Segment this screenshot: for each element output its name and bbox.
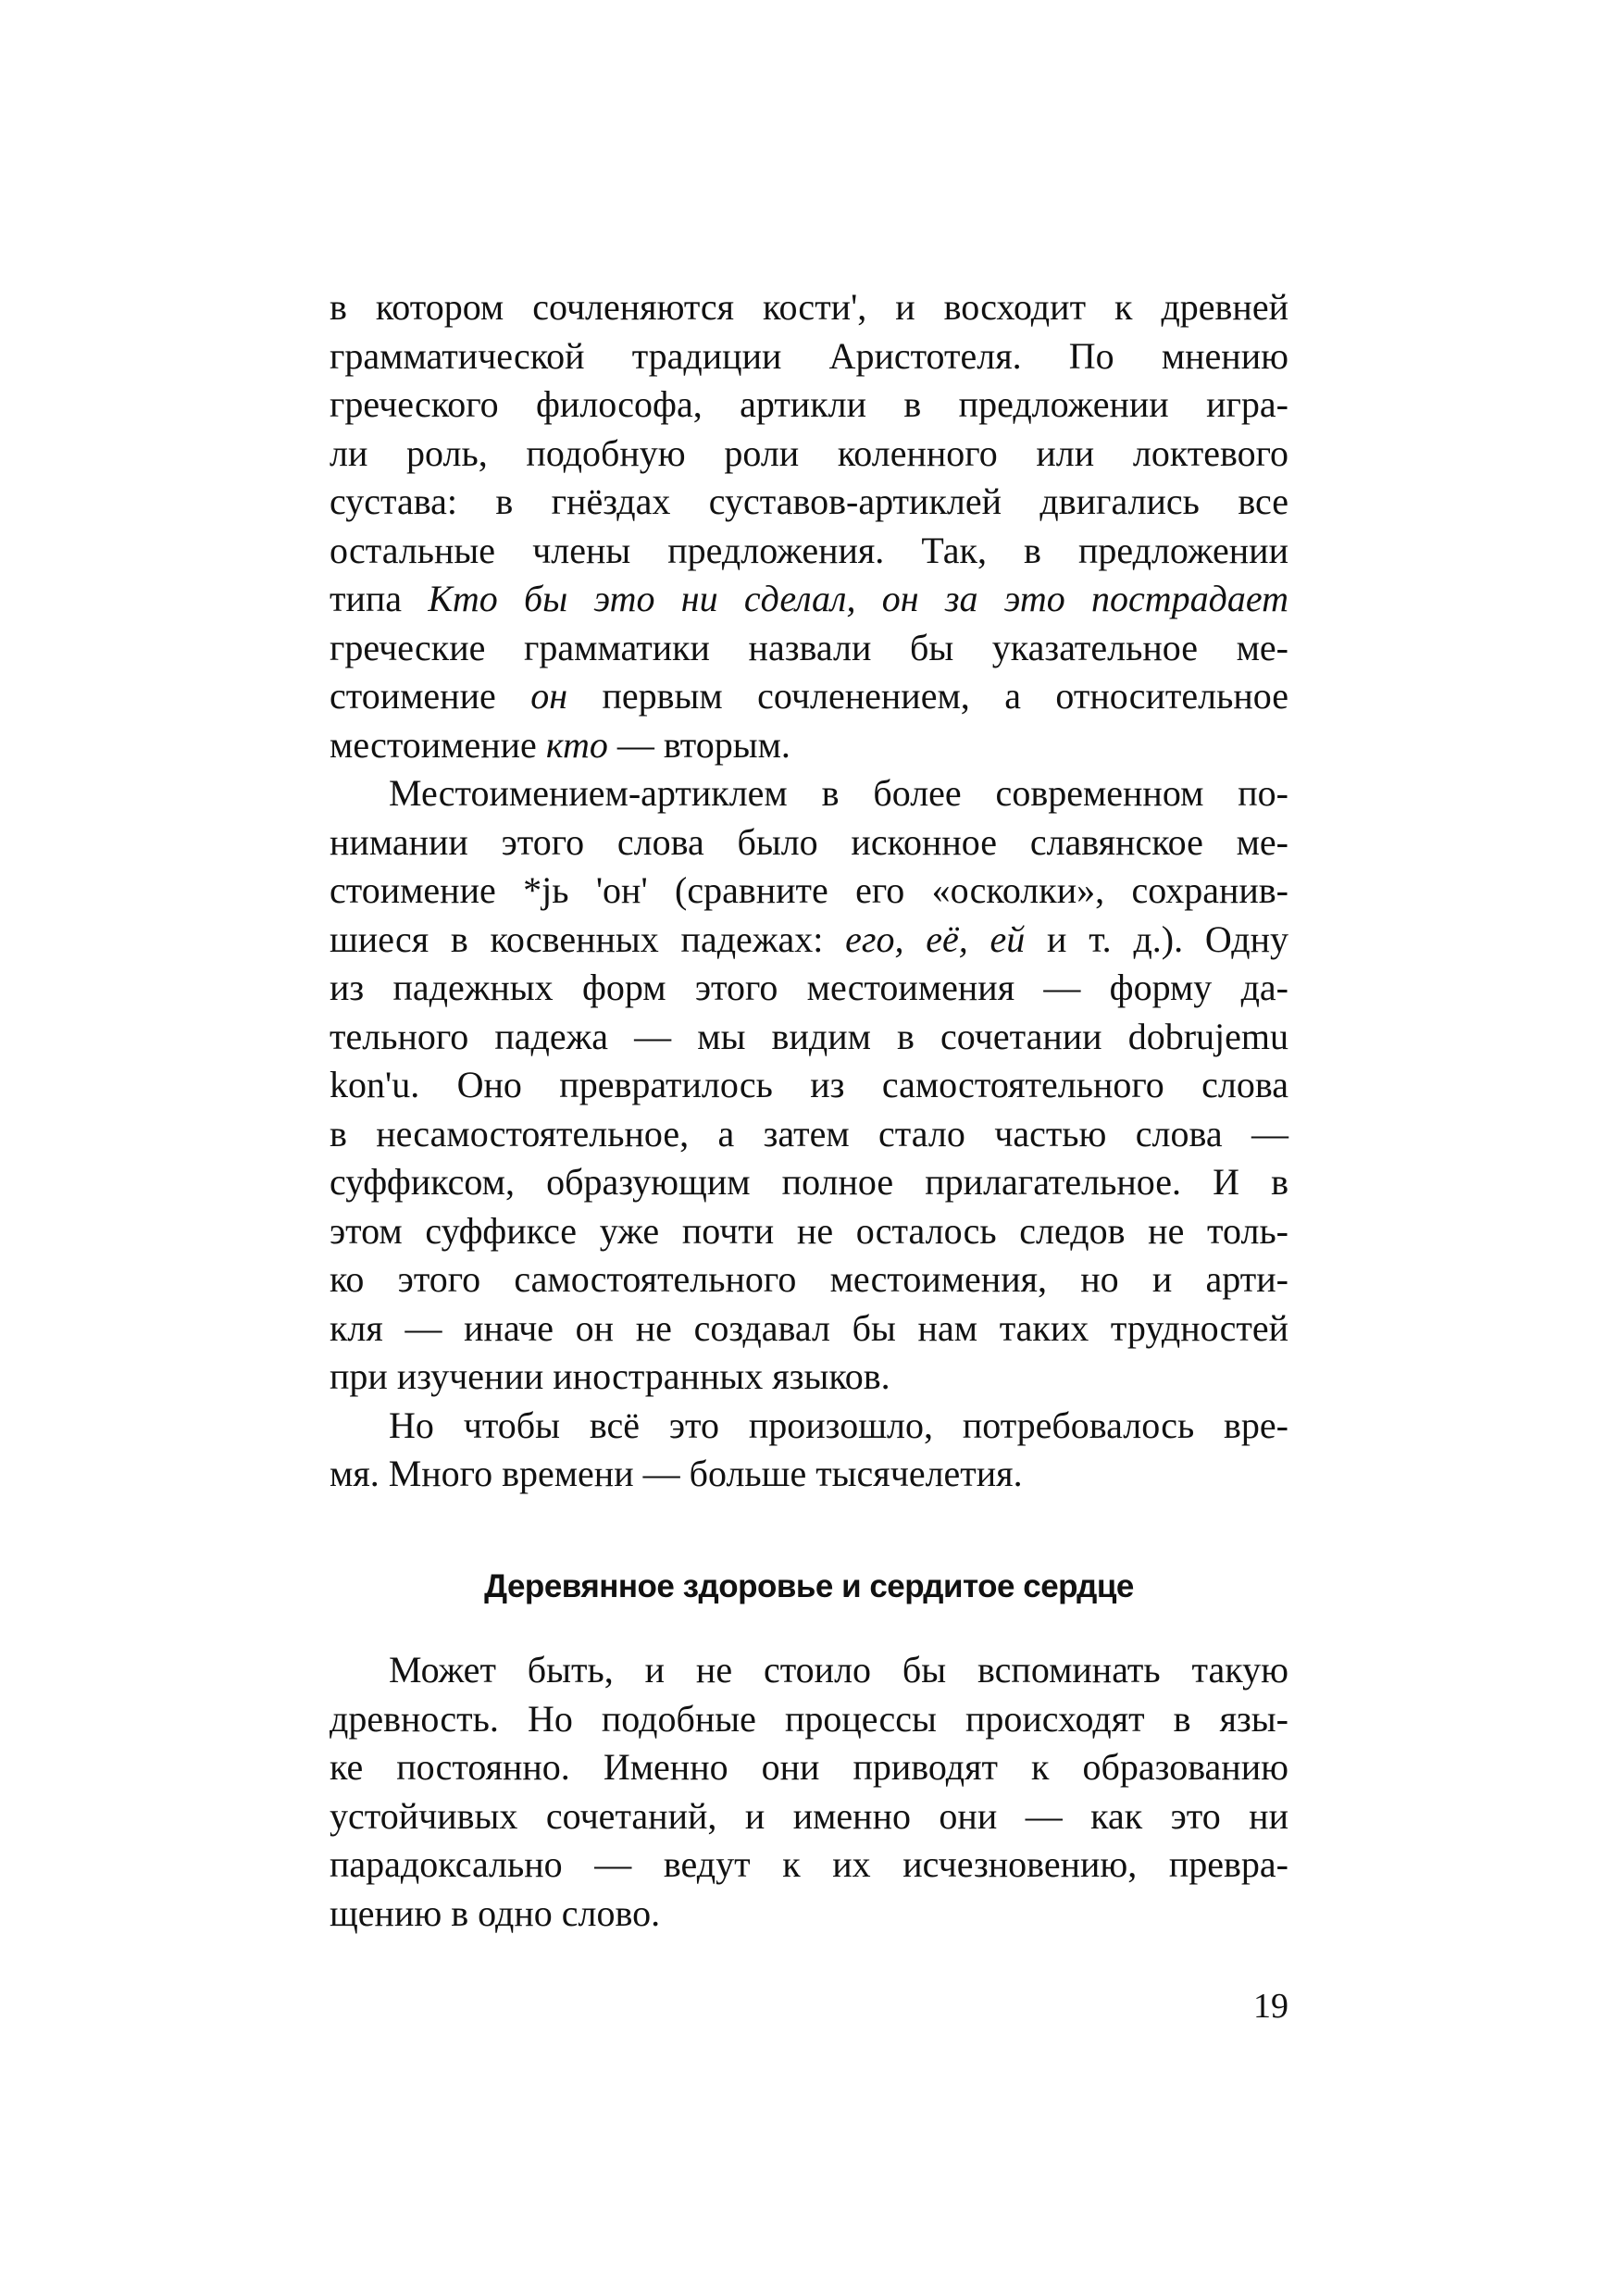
text-run: и т. д.). Одну (1025, 917, 1289, 960)
text-run: первым сочленением, а относительное (567, 675, 1289, 717)
paragraph (330, 283, 1288, 769)
text-line (330, 1158, 1288, 1207)
italic-text: кто (545, 723, 608, 766)
text-line (330, 1402, 1288, 1451)
text-line (330, 1890, 1288, 1939)
text-run: — вторым. (607, 723, 790, 766)
text-line (330, 478, 1288, 527)
text-run: греческого философа, артикли в предложении игра- (330, 383, 1288, 425)
paragraph (330, 1402, 1288, 1499)
text-line (330, 1646, 1288, 1695)
text-line (330, 1013, 1288, 1062)
text-line (330, 283, 1288, 332)
text-run: остальные члены предложения. Так, в предложении (330, 529, 1288, 571)
text-run: тельного падежа — мы видим в сочетании dobrujemu (330, 1015, 1288, 1057)
text-run: мя. Много времени — больше тысячелетия. (330, 1453, 1023, 1494)
text-run: типа (330, 578, 429, 619)
text-line (330, 1255, 1288, 1304)
text-line (330, 527, 1288, 576)
text-line (330, 1061, 1288, 1110)
text-run: в котором сочленяются кости', и восходит к древней (330, 286, 1288, 328)
text-run: Местоимением-артиклем в более современном по- (389, 772, 1288, 814)
italic-text: его, её, ей (845, 917, 1026, 960)
text-run: ко этого самостоятельного местоимения, но и арти- (330, 1258, 1288, 1300)
text-line (330, 1450, 1288, 1499)
page-number: 19 (1253, 1987, 1288, 2026)
text-run: этом суффиксе уже почти не осталось следов не толь- (330, 1209, 1288, 1252)
text-line (330, 1353, 1288, 1402)
text-run: устойчивых сочетаний, и именно они — как это ни (330, 1794, 1288, 1837)
text-line (330, 1841, 1288, 1890)
text-run: суффиксом, образующим полное прилагательное. И в (330, 1161, 1288, 1203)
text-line (330, 818, 1288, 867)
text-line (330, 381, 1288, 430)
text-run: при изучении иностранных языков. (330, 1355, 890, 1397)
text-run: стоимение (330, 675, 531, 717)
text-line (330, 1207, 1288, 1256)
text-line (330, 1743, 1288, 1792)
text-line (330, 916, 1288, 965)
italic-text: Кто бы это ни сделал, он за это пострадает (428, 578, 1289, 619)
section-heading: Деревянное здоровье и сердитое сердце (484, 1568, 1134, 1604)
text-line (330, 867, 1288, 916)
text-run: Может быть, и не стоило бы вспоминать такую (389, 1649, 1288, 1691)
text-run: местоимение (330, 723, 546, 766)
text-line (330, 672, 1288, 721)
text-run: стоимение *jь 'он' (сравните его «осколки», сохранив- (330, 869, 1288, 911)
text-line (330, 575, 1288, 624)
text-run: ке постоянно. Именно они приводят к образованию (330, 1746, 1288, 1788)
text-line (330, 1695, 1288, 1744)
text-line (330, 1110, 1288, 1159)
text-line (330, 964, 1288, 1013)
text-line (330, 1304, 1288, 1354)
text-run: ли роль, подобную роли коленного или локтевого (330, 431, 1288, 474)
text-run: грамматической традиции Аристотеля. По мнению (330, 334, 1288, 377)
text-run: щению в одно слово. (330, 1891, 661, 1934)
text-run: кля — иначе он не создавал бы нам таких трудностей (330, 1306, 1288, 1349)
text-run: шиеся в косвенных падежах: (330, 917, 846, 960)
text-line (330, 769, 1288, 818)
text-line (330, 721, 1288, 770)
text-line (330, 624, 1288, 673)
text-run: Но чтобы всё это произошло, потребовалось вре- (389, 1404, 1288, 1446)
italic-text: он (530, 675, 568, 717)
paragraph (330, 769, 1288, 1402)
text-run: kon'u. Оно превратилось из самостоятельного слова (330, 1064, 1288, 1105)
text-run: древность. Но подобные процессы происходят в язы- (330, 1697, 1288, 1740)
text-block-bottom (330, 1646, 1288, 1938)
text-run: нимании этого слова было исконное славянское ме- (330, 820, 1288, 863)
text-line (330, 332, 1288, 381)
text-line (330, 1792, 1288, 1841)
text-block-top (330, 283, 1288, 1499)
text-run: в несамостоятельное, а затем стало частью слова — (330, 1112, 1288, 1154)
text-run: из падежных форм этого местоимения — форму да- (330, 967, 1288, 1008)
text-run: парадоксально — ведут к их исчезновению, превра- (330, 1843, 1288, 1885)
text-line (330, 430, 1288, 479)
text-run: сустава: в гнёздах суставов-артиклей двигались все (330, 480, 1288, 522)
text-run: греческие грамматики назвали бы указательное ме- (330, 626, 1288, 668)
paragraph (330, 1646, 1288, 1938)
